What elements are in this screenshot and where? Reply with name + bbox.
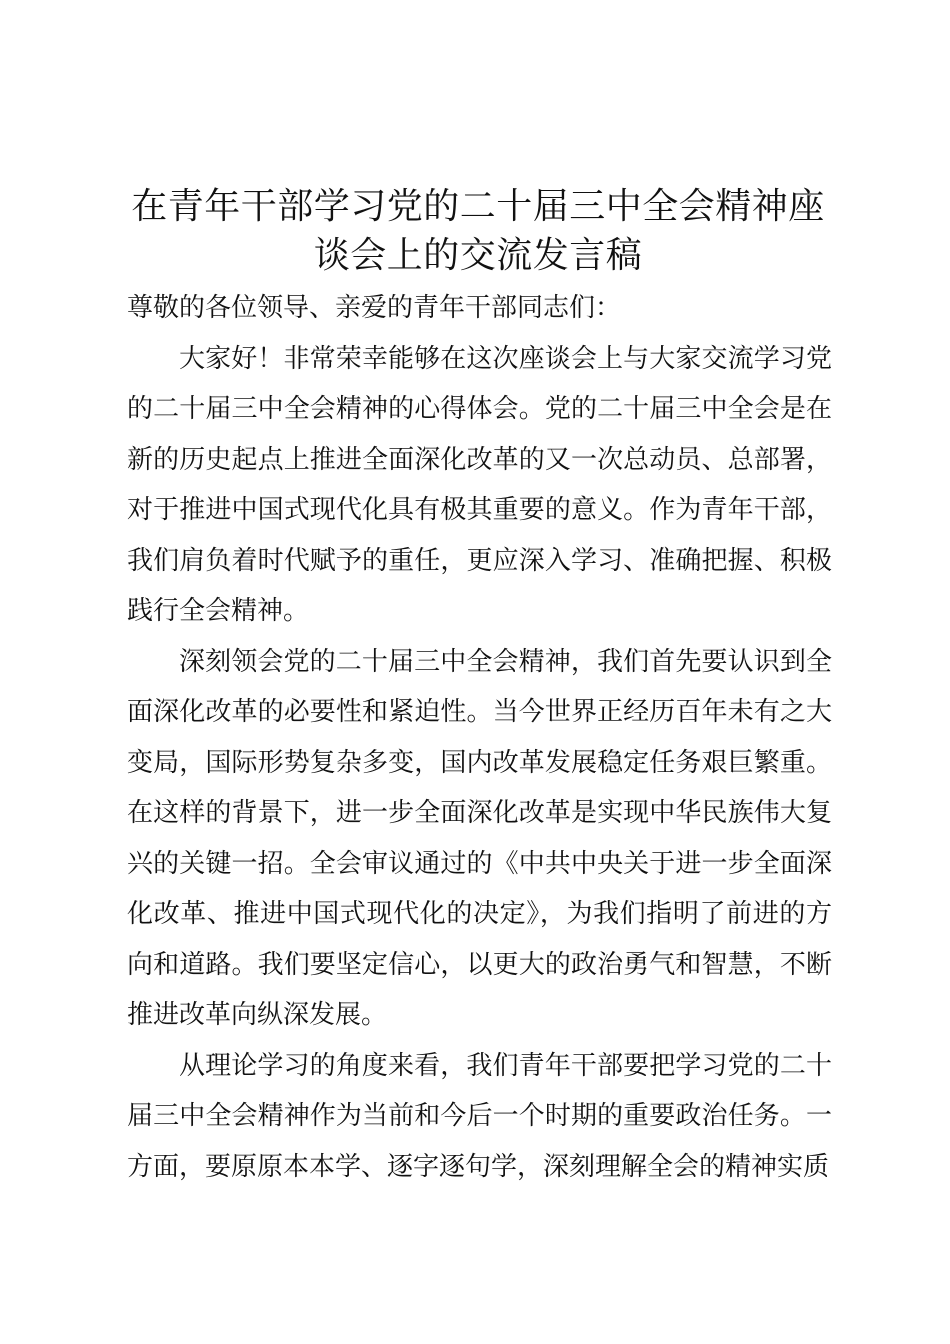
paragraph-3: 从理论学习的角度来看，我们青年干部要把学习党的二十届三中全会精神作为当前和今后一个时期的重要政治任务。一方面，要原原本本学、逐字逐句学，深刻理解全会的精神实质 (127, 1050, 832, 1182)
document-body (127, 283, 832, 1192)
salutation: 尊敬的各位领导、亲爱的青年干部同志们： (127, 293, 622, 323)
paragraph-2: 深刻领会党的二十届三中全会精神，我们首先要认识到全面深化改革的必要性和紧迫性。当今世界正经历百年未有之大变局，国际形势复杂多变，国内改革发展稳定任务艰巨繁重。在这样的背景下，进一步全面深化改革是实现中华民族伟大复兴的关键一招。全会审议通过的《中共中央关于进一步全面深化改革、推进中国式现代化的决定》，为我们指明了前进的方向和道路。我们要坚定信心，以更大的政治勇气和智慧，不断推进改革向纵深发展。 (127, 646, 832, 1030)
paragraph-1: 大家好！非常荣幸能够在这次座谈会上与大家交流学习党的二十届三中全会精神的心得体会。党的二十届三中全会是在新的历史起点上推进全面深化改革的又一次总动员、总部署，对于推进中国式现代化具有极其重要的意义。作为青年干部，我们肩负着时代赋予的重任，更应深入学习、准确把握、积极践行全会精神。 (127, 343, 832, 626)
document-title: 在青年干部学习党的二十届三中全会精神座谈会上的交流发言稿 (131, 186, 825, 276)
